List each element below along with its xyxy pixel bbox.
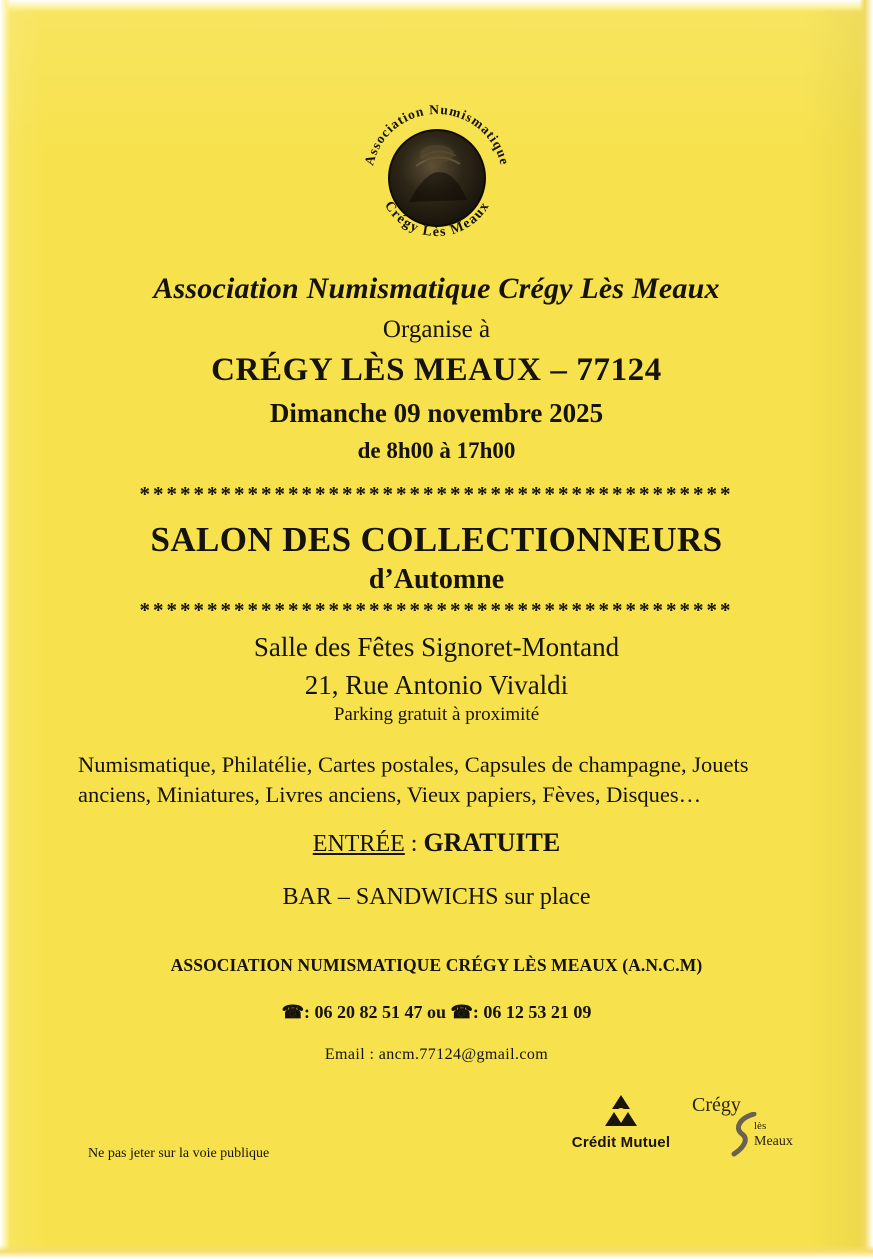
cregy-logo-line1: Crégy xyxy=(692,1094,741,1116)
association-logo xyxy=(0,96,873,246)
cregy-logo-line2: lès xyxy=(754,1120,767,1132)
association-full-name: ASSOCIATION NUMISMATIQUE CRÉGY LÈS MEAUX (A.N.C.M) xyxy=(170,955,703,975)
venue-name: Salle des Fêtes Signoret-Montand xyxy=(253,632,620,662)
parking-note: Parking gratuit à proximité xyxy=(333,704,540,725)
event-subtitle: d’Automne xyxy=(368,564,505,595)
decorative-stars-bottom: ******************************************** xyxy=(139,598,734,622)
city-line: CRÉGY LÈS MEAUX – 77124 xyxy=(211,352,662,388)
association-title: Association Numismatique Crégy Lès Meaux xyxy=(153,272,720,305)
entry-line xyxy=(0,828,873,858)
entry-label: ENTRÉE xyxy=(312,831,405,857)
coin-medal-icon xyxy=(354,96,520,246)
paper-edge-top xyxy=(0,0,873,12)
contact-email: Email : ancm.77124@gmail.com xyxy=(324,1046,549,1063)
contact-phones: ☎: 06 20 82 51 47 ou ☎: 06 12 53 21 09 xyxy=(281,1002,592,1022)
credit-mutuel-logo xyxy=(556,1092,686,1152)
decorative-stars-top: ******************************************** xyxy=(139,482,734,506)
entry-value: GRATUITE xyxy=(423,828,561,857)
svg-text:Crégy Lès Meaux: Crégy Lès Meaux xyxy=(380,198,493,241)
bar-line: BAR – SANDWICHS sur place xyxy=(282,884,591,910)
credit-mutuel-label: Crédit Mutuel xyxy=(571,1134,671,1151)
entry-separator: : xyxy=(404,831,424,857)
svg-text:Association Numismatique: Association Numismatique xyxy=(360,101,513,167)
event-title: SALON DES COLLECTIONNEURS xyxy=(150,520,723,559)
categories-paragraph: Numismatique, Philatélie, Cartes postales, Capsules de champagne, Jouets anciens, Miniatures, Livres anciens, Vieux papiers, Fèves, Disques… xyxy=(78,752,749,807)
venue-address: 21, Rue Antonio Vivaldi xyxy=(304,670,569,700)
legal-notice: Ne pas jeter sur la voie publique xyxy=(88,1146,270,1161)
cregy-town-logo xyxy=(692,1094,812,1160)
cregy-logo-line3: Meaux xyxy=(754,1134,793,1149)
credit-mutuel-logo-icon xyxy=(599,1092,643,1132)
event-date: Dimanche 09 novembre 2025 xyxy=(269,398,604,428)
event-hours: de 8h00 à 17h00 xyxy=(357,438,516,463)
paper-edge-bottom xyxy=(0,1245,873,1259)
sponsor-logos xyxy=(556,1092,816,1164)
organise-label: Organise à xyxy=(382,316,491,343)
